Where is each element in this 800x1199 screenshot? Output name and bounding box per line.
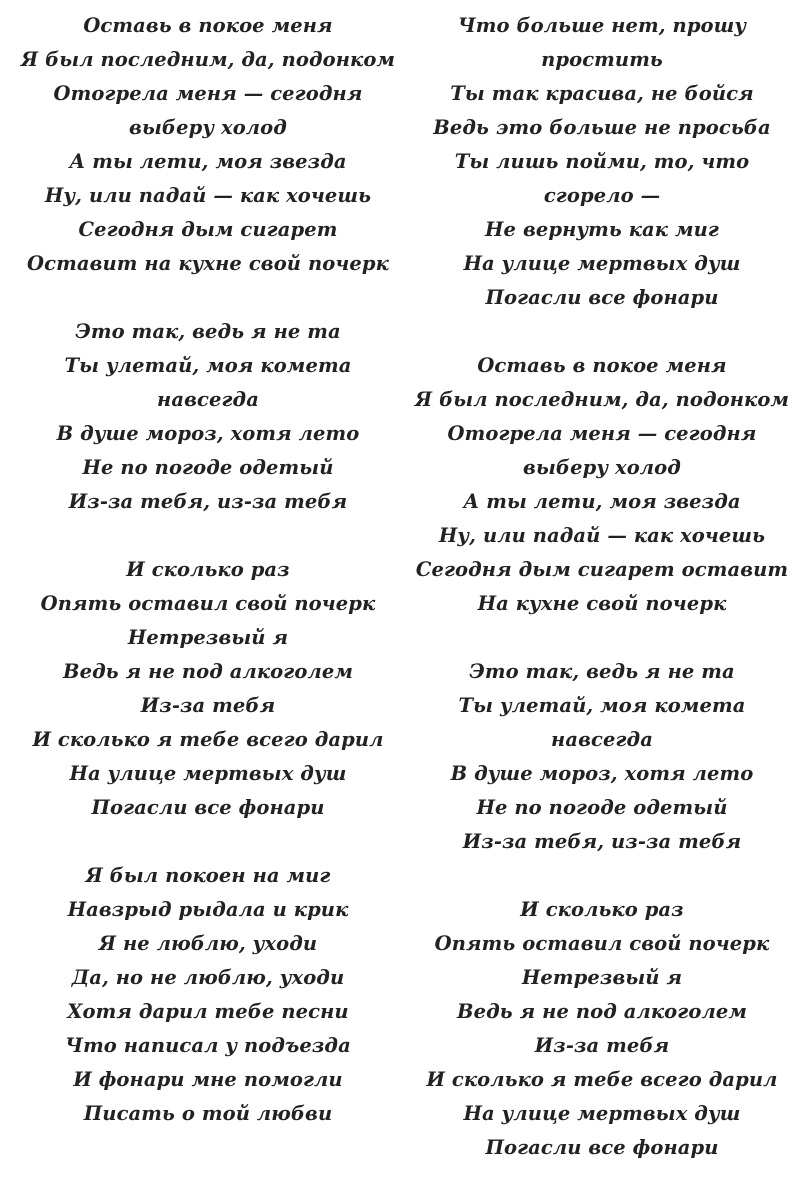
- lyric-line: Не вернуть как миг: [485, 218, 719, 241]
- lyric-line: Не по погоде одетый: [476, 796, 728, 819]
- lyric-line: Писать о той любви: [83, 1102, 333, 1125]
- lyric-line: Что больше нет, прошу простить: [457, 14, 747, 71]
- lyric-line: Нетрезвый я: [127, 626, 289, 649]
- lyric-line: Да, но не люблю, уходи: [71, 966, 345, 989]
- lyric-line: Это так, ведь я не та: [469, 660, 735, 683]
- lyric-line: Опять оставил свой почерк: [434, 932, 770, 955]
- stanza: [412, 9, 792, 315]
- lyric-line: А ты лети, моя звезда: [69, 150, 347, 173]
- lyric-line: Из-за тебя: [534, 1034, 670, 1057]
- lyric-line: Ну, или падай — как хочешь: [438, 524, 766, 547]
- lyric-line: Я был покоен на миг: [85, 864, 331, 887]
- lyric-line: Оставь в покое меня: [83, 14, 333, 37]
- lyric-line: Хотя дарил тебе песни: [67, 1000, 349, 1023]
- lyric-line: А ты лети, моя звезда: [463, 490, 741, 513]
- lyric-line: Из-за тебя, из-за тебя: [462, 830, 742, 853]
- lyric-line: Ты лишь пойми, то, что сгорело —: [454, 150, 750, 207]
- lyric-line: Погасли все фонари: [91, 796, 325, 819]
- lyric-line: Погасли все фонари: [485, 286, 719, 309]
- lyric-line: Это так, ведь я не та: [75, 320, 341, 343]
- lyric-line: На кухне свой почерк: [477, 592, 727, 615]
- lyric-line: Нетрезвый я: [521, 966, 683, 989]
- lyric-line: Ты так красива, не бойся: [450, 82, 754, 105]
- stanza: [412, 349, 792, 621]
- stanza: [412, 655, 792, 859]
- lyric-line: Из-за тебя: [140, 694, 276, 717]
- lyrics-left-column: [18, 9, 398, 1165]
- lyric-line: Навзрыд рыдала и крик: [67, 898, 349, 921]
- lyric-line: Не по погоде одетый: [82, 456, 334, 479]
- lyric-line: Опять оставил свой почерк: [40, 592, 376, 615]
- stanza: [18, 553, 398, 825]
- lyric-line: Я не люблю, уходи: [98, 932, 318, 955]
- lyric-line: Ты улетай, моя комета навсегда: [458, 694, 746, 751]
- lyric-line: В душе мороз, хотя лето: [56, 422, 360, 445]
- lyric-line: В душе мороз, хотя лето: [450, 762, 754, 785]
- lyric-line: Я был последним, да, подонком: [414, 388, 790, 411]
- lyric-line: На улице мертвых душ: [69, 762, 347, 785]
- lyric-line: Сегодня дым сигарет оставит: [415, 558, 789, 581]
- lyric-line: И сколько раз: [520, 898, 684, 921]
- stanza: [18, 859, 398, 1131]
- stanza: [18, 9, 398, 281]
- lyric-line: Ведь это больше не просьба: [433, 116, 771, 139]
- lyric-line: Погасли все фонари: [485, 1136, 719, 1159]
- lyric-line: Я был последним, да, подонком: [20, 48, 396, 71]
- stanza: [412, 893, 792, 1165]
- lyric-line: Оставь в покое меня: [477, 354, 727, 377]
- lyric-line: И сколько я тебе всего дарил: [426, 1068, 778, 1091]
- lyrics-right-column: [412, 9, 792, 1199]
- lyric-line: И сколько я тебе всего дарил: [32, 728, 384, 751]
- lyric-line: На улице мертвых душ: [463, 252, 741, 275]
- lyric-line: Оставит на кухне свой почерк: [27, 252, 389, 275]
- lyric-line: И сколько раз: [126, 558, 290, 581]
- lyric-line: Что написал у подъезда: [65, 1034, 351, 1057]
- lyric-line: Отогрела меня — сегодня выберу холод: [53, 82, 363, 139]
- lyric-line: Отогрела меня — сегодня выберу холод: [447, 422, 757, 479]
- lyric-line: И фонари мне помогли: [73, 1068, 343, 1091]
- stanza: [18, 315, 398, 519]
- lyric-line: Ты улетай, моя комета навсегда: [64, 354, 352, 411]
- lyric-line: Ну, или падай — как хочешь: [44, 184, 372, 207]
- lyric-line: Ведь я не под алкоголем: [63, 660, 353, 683]
- lyric-line: Сегодня дым сигарет: [78, 218, 338, 241]
- lyric-line: Ведь я не под алкоголем: [457, 1000, 747, 1023]
- lyric-line: На улице мертвых душ: [463, 1102, 741, 1125]
- lyric-line: Из-за тебя, из-за тебя: [68, 490, 348, 513]
